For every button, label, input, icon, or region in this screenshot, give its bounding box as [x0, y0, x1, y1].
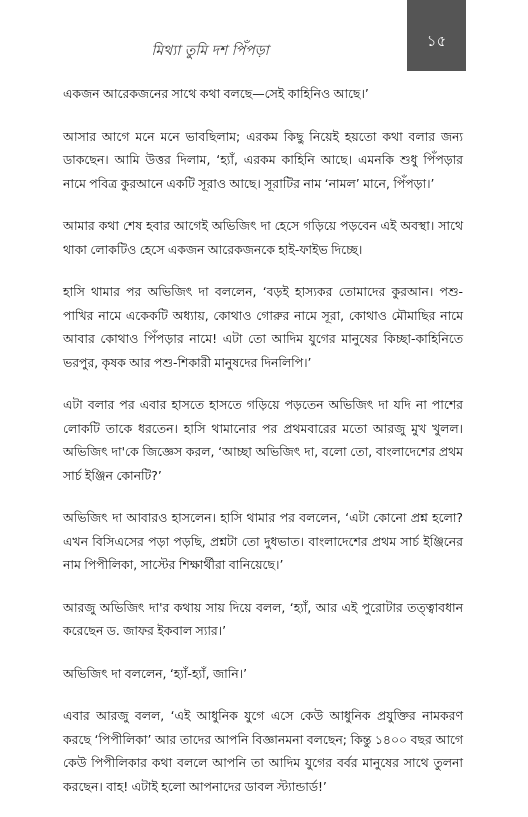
paragraph: অভিজিৎ দা আবারও হাসলেন। হাসি থামার পর বললেন, ‘এটা কোনো প্রশ্ন হলো? এখন বিসিএসের পড়া পড়ছি, প্রশ্নটা তো দুধভাত। বাংলাদেশের প্রথম সার্চ ইঞ্জিনের নাম পিপীলিকা, সাস্টের শিক্ষার্থীরা বানিয়েছে।’ — [63, 510, 463, 572]
page-number-tab — [407, 0, 466, 71]
paragraph: হাসি থামার পর অভিজিৎ দা বললেন, ‘বড়ই হাস্যকর তোমাদের কুরআন। পশু-পাখির নামে একেকটি অধ্যায়, কোথাও গোরুর নামে সূরা, কোথাও মৌমাছির নামে আবার কোথাও পিঁপড়ার নামে! এটা তো আদিম যুগের মানুষের কিচ্ছা-কাহিনিতে ভরপুর, কৃষক আর পশু-শিকারী মানুষদের দিনলিপি।’ — [63, 284, 463, 370]
paragraph: অভিজিৎ দা বললেন, ‘হ্যাঁ-হ্যাঁ, জানি।’ — [63, 665, 248, 681]
paragraph: একজন আরেকজনের সাথে কথা বলছে—সেই কাহিনিও আছে।’ — [63, 86, 369, 101]
body-text — [63, 82, 463, 817]
running-title: মিথ্যা তুমি দশ পিঁপড়া — [151, 43, 269, 59]
paragraph: এটা বলার পর এবার হাসতে হাসতে গড়িয়ে পড়তেন অভিজিৎ দা যদি না পাশের লোকটি তাকে ধরতেন। হাসি থামানোর পর প্রথমবারের মতো আরজু মুখ খুলল। অভিজিৎ দা'কে জিজ্ঞেস করল, ‘আচ্ছা অভিজিৎ দা, বলো তো, বাংলাদেশের প্রথম সার্চ ইঞ্জিন কোনটি?’ — [63, 397, 463, 483]
page-number: ১৫ — [426, 32, 447, 50]
paragraph: এবার আরজু বলল, ‘এই আধুনিক যুগে এসে কেউ আধুনিক প্রযুক্তির নামকরণ করছে ‘পিপীলিকা’ আর তাদের আপনি বিজ্ঞানমনা বলছেন; কিন্তু ১৪০০ বছর আগে কেউ পিপীলিকার কথা বললে আপনি তা আদিম যুগের বর্বর মানুষের সাথে তুলনা করছেন। বাহ! এটাই হলো আপনাদের ডাবল স্ট্যান্ডার্ড!’ — [63, 708, 463, 794]
paragraph: আরজু অভিজিৎ দা'র কথায় সায় দিয়ে বলল, ‘হ্যাঁ, আর এই পুরোটার তত্ত্বাবধান করেছেন ড. জাফর ইকবাল স্যার।’ — [63, 599, 463, 638]
paragraph: আমার কথা শেষ হবার আগেই অভিজিৎ দা হেসে গড়িয়ে পড়বেন এই অবস্থা। সাথে থাকা লোকটিও হেসে একজন আরেকজনকে হাই-ফাইভ দিচ্ছে। — [63, 218, 463, 257]
paragraph: আসার আগে মনে মনে ভাবছিলাম; এরকম কিছু নিয়েই হয়তো কথা বলার জন্য ডাকছেন। আমি উত্তর দিলাম, ‘হ্যাঁ, এরকম কাহিনি আছে। এমনকি শুধু পিঁপড়ার নামে পবিত্র কুরআনে একটি সূরাও আছে। সূরাটির নাম ‘নামল’ মানে, পিঁপড়া।’ — [63, 128, 463, 191]
